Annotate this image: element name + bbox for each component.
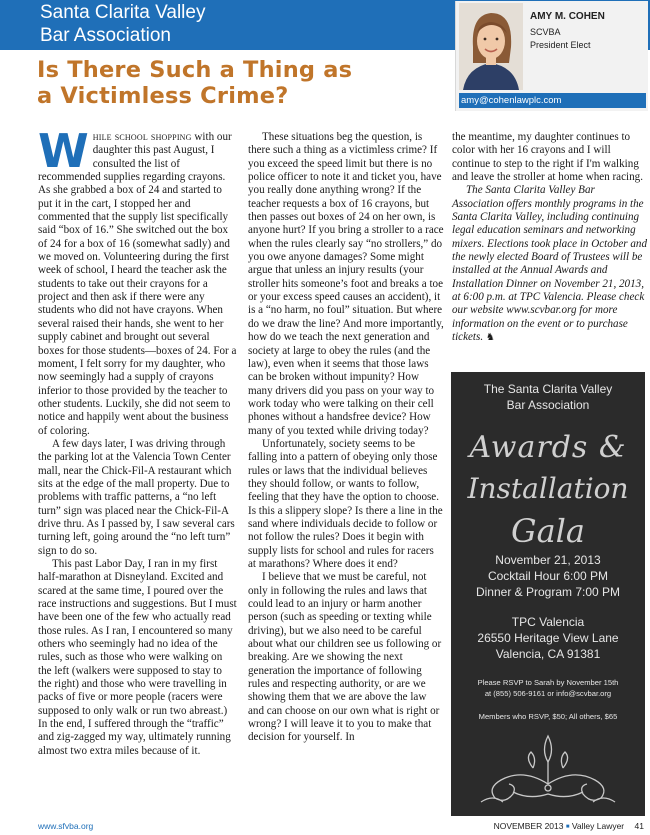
ad-dinner-time: Dinner & Program 7:00 PM	[475, 585, 621, 599]
ad-date: November 21, 2013	[495, 553, 601, 567]
ad-script-installation: Installation	[467, 472, 629, 505]
article-paragraph: A few days later, I was driving through the parking lot at the Valencia Town Center mall, near the Chick-Fil-A restaurant which sits at the edge of the mall property. Due to problems with traffic patterns, a “no left turn” sign was placed near the Chick-Fil-A drive thru. As I passed by, I saw several cars turning left, going around the “no left turn” sign to do so.	[38, 437, 235, 557]
association-note	[452, 184, 648, 344]
author-photo	[459, 3, 523, 90]
article-column-2	[248, 131, 444, 745]
article-paragraph: the meantime, my daughter continues to color with her 16 crayons and I will continue to step to the right if I'm walking and leave the stroller at home when racing.	[452, 131, 643, 184]
ad-rsvp-line1: Please RSVP to Sarah by November 15th	[477, 678, 619, 687]
author-role: President Elect	[530, 40, 591, 50]
ad-script-awards: Awards &	[469, 430, 627, 465]
drop-cap: W	[38, 124, 89, 178]
ornament-flourish-icon	[473, 728, 623, 808]
ad-city: Valencia, CA 91381	[495, 647, 601, 661]
article-column-1	[38, 124, 238, 758]
author-email-link[interactable]: amy@cohenlawplc.com	[459, 93, 646, 108]
ad-org-line1: The Santa Clarita Valley	[483, 382, 613, 396]
article-paragraph: While school shopping with our daughter this past August, I consulted the list of recommended supplies regarding crayons. As she grabbed a box of 24 and started to put it in the cart, I stopped her and commented that the supply list specifically said “box of 16.” She switched out the box of 24 for a box of 16 (somewhat sadly) and we moved on. Volunteering during the first week of school, I heard the teacher ask the students to take out their crayons for a project and then ask if there were any students who did not have crayons. When several raised their hands, she went to her supply cabinet and brought out several boxes for those students—boxes of 24. For a moment, I felt sorry for my daughter, who now seemingly had a supply of crayons inferior to those provided by the teacher to other students. Luckily, she did not seem to notice and happily went about the business of coloring.	[38, 124, 237, 437]
article-paragraph: I believe that we must be careful, not only in following the rules and laws that could lead to an injury or harm another person (such as speeding or texting while driving), but we also need to be careful about what our children see us following or breaking. Are we showing the next generation the importance of following rules and respecting authority, or are we showing them that we are above the law and can choose on our own what is right or wrong? I will leave it to you to make that decision for yourself. In	[248, 571, 442, 744]
footer-issue: NOVEMBER 2013	[493, 821, 564, 831]
footer-magazine: Valley Lawyer	[571, 821, 625, 831]
ad-address: 26550 Heritage View Lane	[477, 631, 619, 645]
gala-advertisement	[451, 372, 645, 816]
article-paragraph: This past Labor Day, I ran in my first half-marathon at Disneyland. Excited and scared at the same time, I poured over the race instructions and suggestions. But I must have been one of the few who actually read those rules. As I ran, I encountered so many others who seemingly had no idea of the rules, such as those who were walking on the left (walkers were supposed to stay to the right) and those who were travelling in packs of five or more people (racers were supposed to only walk or run two abreast.) In the end, I suffered through the “traffic” and zig-zagged my way, ultimately running almost two extra miles because of it.	[38, 558, 237, 757]
ad-cocktail-time: Cocktail Hour 6:00 PM	[487, 569, 609, 583]
ad-script-gala: Gala	[511, 512, 585, 550]
end-mark-icon: ♞	[485, 332, 495, 344]
article-headline: Is There Such a Thing as a Victimless Crime?	[37, 57, 353, 109]
author-name: AMY M. COHEN	[530, 11, 605, 22]
article-paragraph: Unfortunately, society seems to be falling into a pattern of obeying only those rules or laws that the individual believes they should follow, or wants to follow, feeling that they have the option to choose. Is this a slippery slope? Is there a line in the sand where individuals decide to follow or not follow the rules? Does it begin with supply lists for school and rules for racers at marathons? Where does it end?	[248, 437, 443, 570]
article-column-3	[452, 131, 648, 345]
ad-venue: TPC Valencia	[511, 615, 585, 629]
article-paragraph: These situations beg the question, is there such a thing as a victimless crime? If you exceed the speed limit but there is no police officer to note it and ticket you, have you really done anything wrong? If the teacher requests a box of 16 crayons, but then passes out boxes of 24 on her own, is anyone hurt? If you bring a stroller to a race when the rules clearly say “no strollers,” do you owe anyone damages? Some might argue that unless an injury results (your stroller hits someone’s foot and breaks a toe or your excess speed causes an accident), it is a “no harm, no foul” situation. But where do we draw the line? And more importantly, how do we teach the next generation and society at large to obey the rules (and the law), even when it seems that those laws can be broken without impunity? How many drivers did you pass on your way to work today who were talking on their cell phones without a handsfree device? How many of you texted while driving today?	[248, 131, 444, 437]
section-title: Santa Clarita Valley Bar Association	[40, 2, 206, 46]
article-paragraph: The Santa Clarita Valley Bar Association offers monthly programs in the Santa Clarita Valley, including continuing legal education seminars and networking mixers. Elections took place in October and the newly elected Board of Trustees will be installed at the Annual Awards and Installation Dinner on November 21, 2013, at 6:00 p.m. at TPC Valencia. Please check our website www.scvbar.org for more information on the event or to purchase tickets. ♞	[452, 184, 648, 344]
author-org: SCVBA	[530, 27, 561, 37]
portrait-image	[459, 3, 523, 90]
lead-in-caps: hile school shopping	[92, 131, 192, 143]
footer-website[interactable]: www.sfvba.org	[38, 821, 94, 831]
ad-rsvp-line2: at (855) 506-9161 or info@scvbar.org	[484, 689, 612, 698]
footer-issue-info	[494, 821, 644, 831]
author-box	[455, 1, 648, 111]
ad-org-line2: Bar Association	[506, 398, 590, 412]
footer-page-number: 41	[634, 821, 644, 831]
footer-separator: ■	[565, 824, 570, 830]
ad-pricing: Members who RSVP, $50; All others, $65	[478, 712, 618, 721]
